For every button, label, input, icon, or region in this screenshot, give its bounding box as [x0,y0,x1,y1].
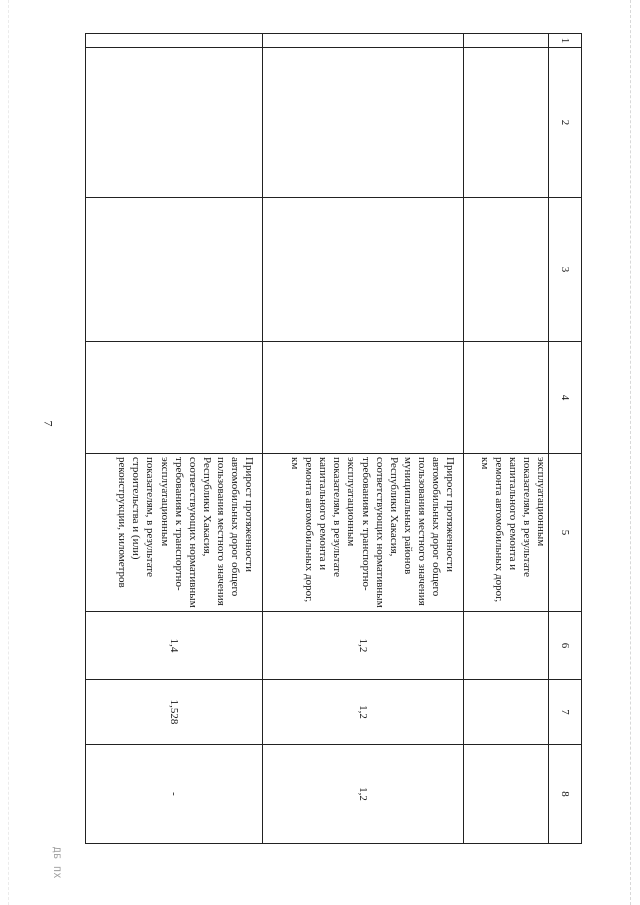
cell-col-3 [86,198,263,342]
corner-mark: ДБ ПХ [51,846,62,880]
header-col-3: 3 [549,198,582,342]
value-col-7: 1,2 [263,680,464,745]
cell-col-2 [86,48,263,198]
value-col-6: 1,4 [86,612,263,680]
cell-col-4 [464,342,549,454]
indicator-description: Прирост протяженности автомобильных дорог общего пользования местного значения Республики Хакасия, соответствующих нормативным требованиям к транспортно-эксплуатационным показателям, в результате строительства и (или) реконструкции, километров [86,454,263,612]
header-col-5: 5 [549,454,582,612]
cell-col-1 [464,34,549,48]
cell-col-2 [464,48,549,198]
header-row [549,34,582,844]
cell-col-1 [263,34,464,48]
header-col-1: 1 [549,34,582,48]
cell-col-1 [86,34,263,48]
cell-col-4 [86,342,263,454]
indicator-description: Прирост протяженности автомобильных дорог общего пользования местного значения муниципальных районов Республики Хакасия, соответствующих нормативным требованиям к транспортно-эксплуатационным показателям, в результате капитального ремонта и ремонта автомобильных дорог, км [263,454,464,612]
cell-col-4 [263,342,464,454]
scan-edge-right [630,0,632,905]
indicator-description: эксплуатационным показателям, в результате капитального ремонта и ремонта автомобильных дорог, км [464,454,549,612]
cell-col-3 [464,198,549,342]
table-row [86,34,263,844]
scan-edge-left [8,0,10,905]
cell-col-2 [263,48,464,198]
value-col-6 [464,612,549,680]
value-col-8 [464,745,549,844]
header-col-2: 2 [549,48,582,198]
header-col-6: 6 [549,612,582,680]
value-col-8: 1,2 [263,745,464,844]
header-col-7: 7 [549,680,582,745]
cell-col-3 [263,198,464,342]
table-row [263,34,464,844]
indicator-table [85,33,582,844]
rotated-table-container [87,33,582,843]
table-row [464,34,549,844]
value-col-7: 1,528 [86,680,263,745]
value-col-7 [464,680,549,745]
header-col-8: 8 [549,745,582,844]
value-col-8: - [86,745,263,844]
value-col-6: 1,2 [263,612,464,680]
page-number: 7 [41,420,56,427]
header-col-4: 4 [549,342,582,454]
